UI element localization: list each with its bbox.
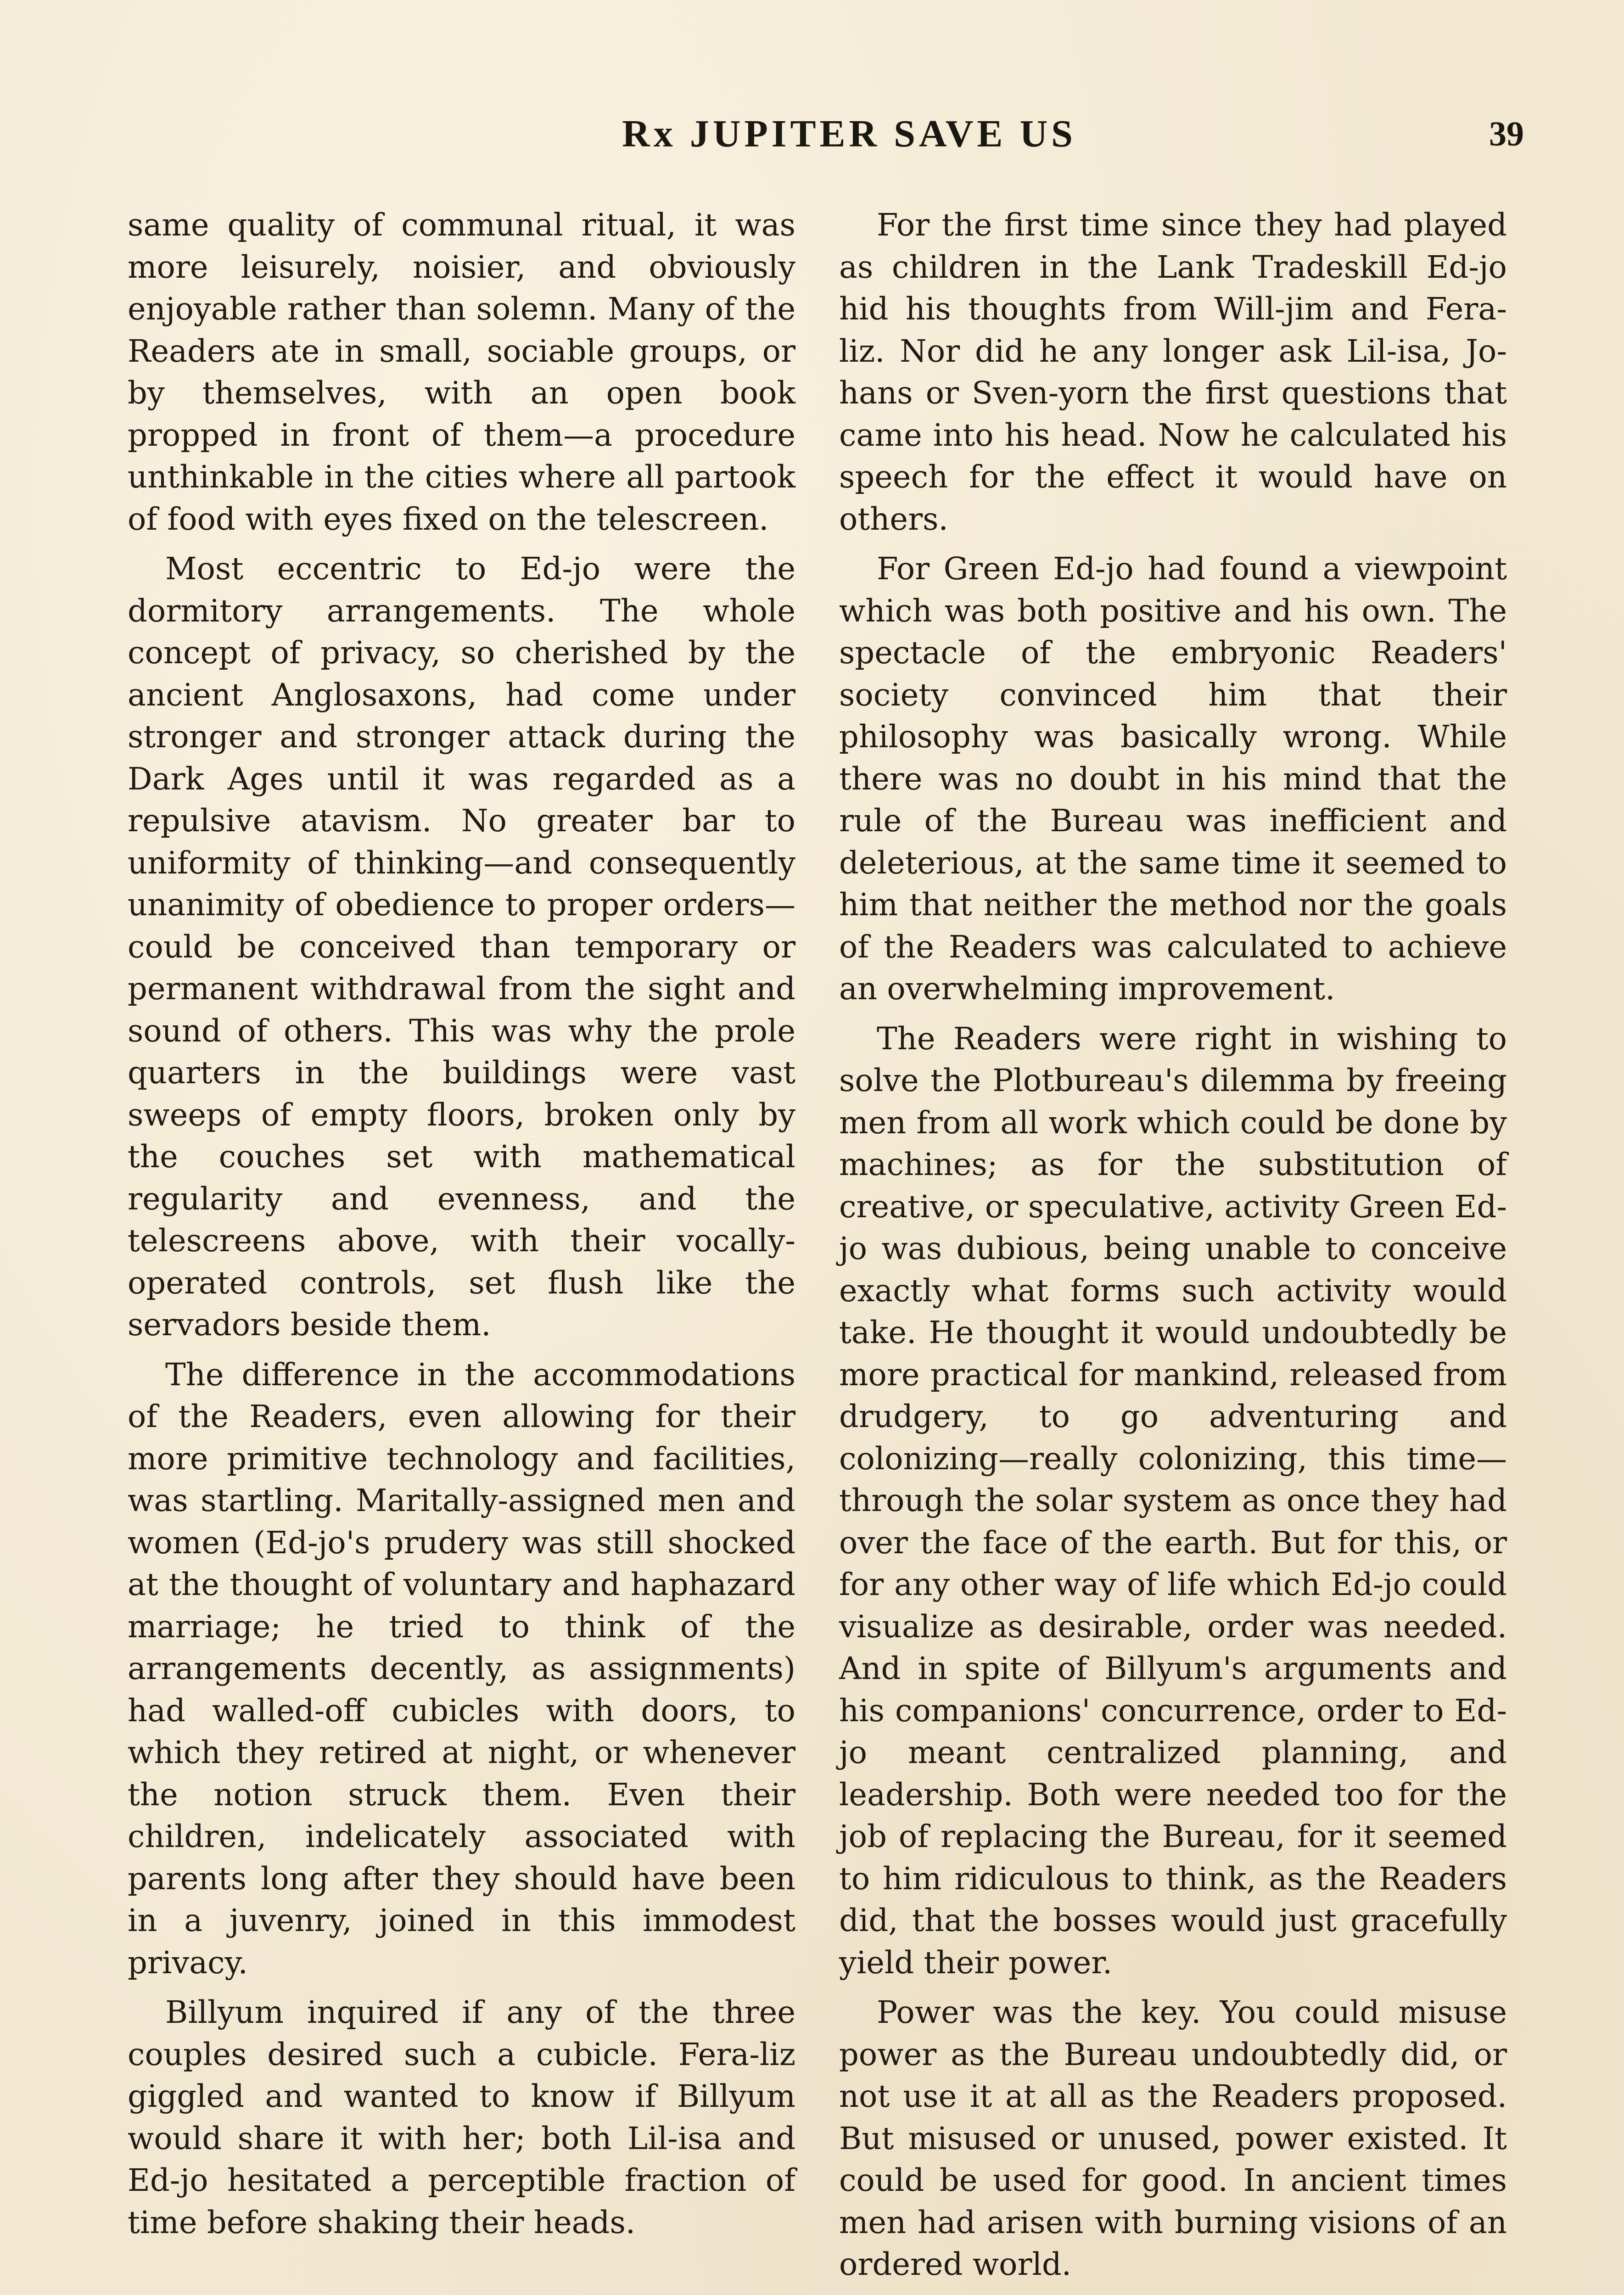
paragraph: Billyum inquired if any of the three couples desired such a cubicle. Fera-liz giggled and wanted to know if Billyum would share it with her; both Lil-isa and Ed-jo hesitated a perceptible fraction of time before shaking their heads. — [128, 1994, 795, 2240]
paragraph: The Readers were right in wishing to solve the Plotbureau's dilemma by freeing men from all work which could be done by machines; as for the substitution of creative, or speculative, activity Green Ed-jo was dubious, being unable to conceive exactly what forms such activity would take. He thought it would undoubtedly be more practical for mankind, released from drudgery, to go adventuring and colonizing—really colonizing, this time—through the solar system as once they had over the face of the earth. But for this, or for any other way of life which Ed-jo could visualize as desirable, order was needed. And in spite of Billyum's arguments and his companions' concurrence, order to Ed-jo meant centralized planning, and leadership. Both were needed too for the job of replacing the Bureau, for it seemed to him ridiculous to think, as the Readers did, that the bosses would just gracefully yield their power. — [839, 1020, 1507, 1981]
paragraph: Power was the key. You could misuse power as the Bureau undoubtedly did, or not use it at all as the Readers proposed. But misused or unused, power existed. It could be used for good. In ancient times men had arisen with burning visions of an ordered world. — [839, 1994, 1507, 2282]
running-title: Rx JUPITER SAVE US — [622, 112, 1076, 155]
paragraph: Most eccentric to Ed-jo were the dormitory arrangements. The whole concept of privacy, so cherished by the ancient Anglosaxons, had come under stronger and stronger attack during the Dark Ages until it was regarded as a repulsive atavism. No greater bar to uniformity of thinking—and consequently unanimity of obedience to proper orders—could be conceived than temporary or permanent withdrawal from the sight and sound of others. This was why the prole quarters in the buildings were vast sweeps of empty floors, broken only by the couches set with mathematical regularity and evenness, and the telescreens above, with their vocally-operated controls, set flush like the servadors beside them. — [128, 551, 795, 1343]
page-number: 39 — [1489, 115, 1524, 153]
paragraph: The difference in the accommodations of the Readers, even allowing for their more primitive technology and facilities, was startling. Maritally-assigned men and women (Ed-jo's prudery was still shocked at the thought of voluntary and haphazard marriage; he tried to think of the arrangements decently, as assignments) had walled-off cubicles with doors, to which they retired at night, or whenever the notion struck them. Even their children, indelicately associated with parents long after they should have been in a juvenry, joined in this immodest privacy. — [128, 1356, 795, 1981]
page-header — [0, 106, 1624, 162]
paragraph: For the first time since they had played as children in the Lank Tradeskill Ed-jo hid his thoughts from Will-jim and Fera-liz. Nor did he any longer ask Lil-isa, Jo-hans or Sven-yorn the first questions that came into his head. Now he calculated his speech for the effect it would have on others. — [839, 207, 1507, 537]
right-column — [839, 204, 1507, 2295]
paragraph: same quality of communal ritual, it was more leisurely, noisier, and obviously enjoyable rather than solemn. Many of the Readers ate in small, sociable groups, or by themselves, with an open book propped in front of them—a procedure unthinkable in the cities where all partook of food with eyes fixed on the telescreen. — [128, 207, 795, 537]
left-column — [128, 204, 795, 2295]
paragraph: For Green Ed-jo had found a viewpoint which was both positive and his own. The spectacle of the embryonic Readers' society convinced him that their philosophy was basically wrong. While there was no doubt in his mind that the rule of the Bureau was inefficient and deleterious, at the same time it seemed to him that neither the method nor the goals of the Readers was calculated to achieve an overwhelming improvement. — [839, 551, 1507, 1007]
